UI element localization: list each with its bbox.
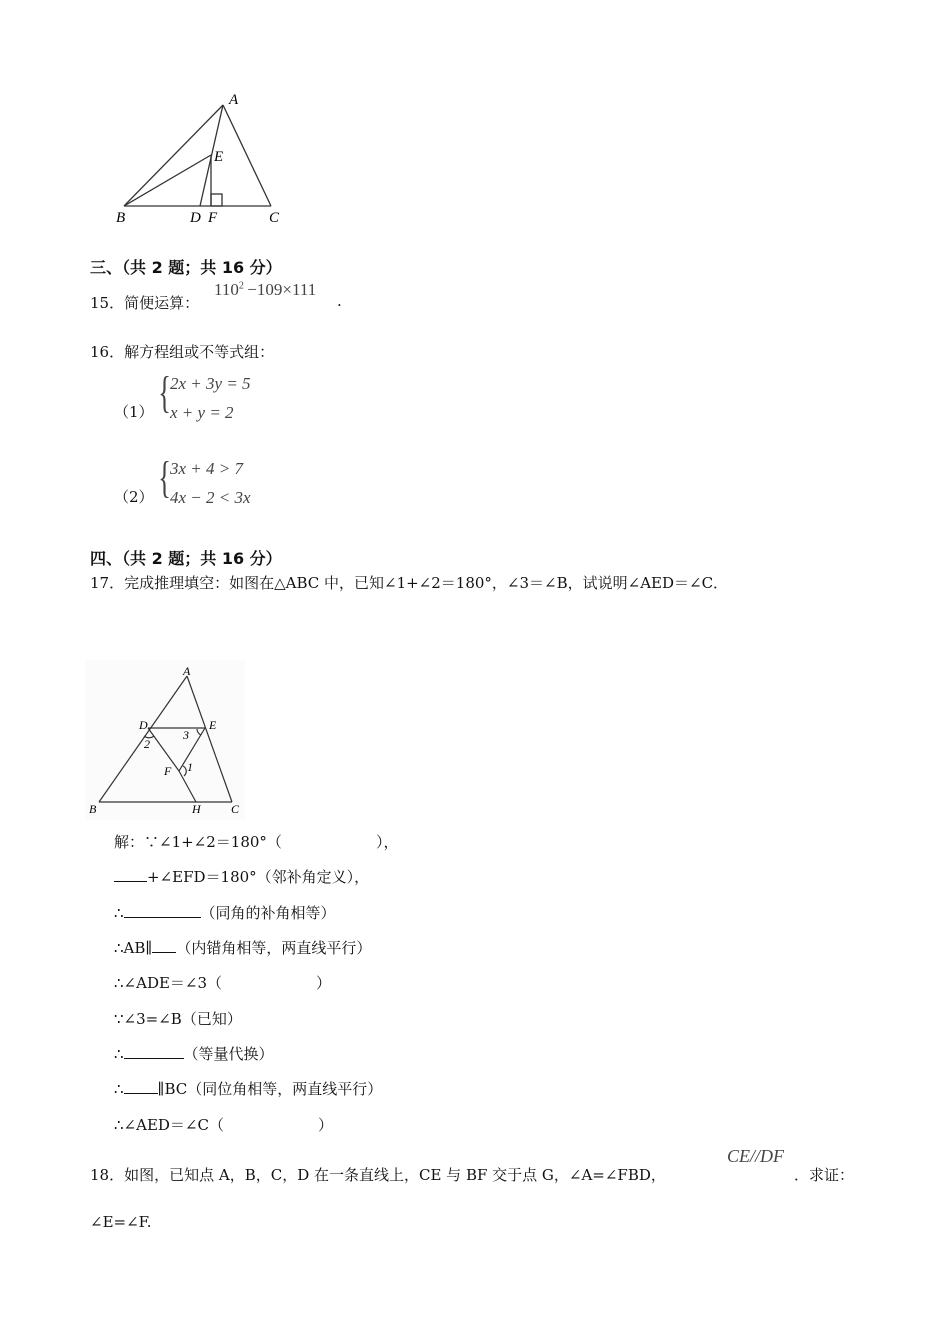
fig2-label-F: F (164, 764, 172, 778)
step-text: ∴ (114, 1045, 124, 1063)
q15-exponent: 2 (238, 280, 244, 292)
q15-base: 110 (214, 280, 239, 299)
step-text: +∠EFD＝180°（邻补角定义）， (147, 868, 370, 886)
answer-blank[interactable] (124, 1079, 158, 1094)
step-text: ∴∠ADE＝∠3（ (114, 974, 223, 992)
section-4-heading: 四、（共 2 题；共 16 分） (90, 549, 282, 568)
q17-step-2 (114, 866, 369, 887)
step-text: （同角的补角相等） (200, 904, 336, 922)
answer-blank[interactable] (124, 1044, 184, 1059)
q18-math: CE//DF (727, 1146, 784, 1166)
step-text: ） (317, 1116, 333, 1134)
step-text: ） (316, 974, 332, 992)
answer-blank[interactable] (124, 903, 201, 918)
q16-part2-label: （2） (114, 488, 154, 506)
q16-part1-label: （1） (114, 403, 154, 421)
q16-part1-eq2: x + y = 2 (170, 403, 234, 422)
step-text: ∴ (114, 1080, 124, 1098)
q17-step-5 (114, 972, 331, 993)
q16-part1-eq1: 2x + 3y = 5 (170, 374, 251, 393)
triangle-figure-1 (110, 88, 300, 228)
q17-step-7 (114, 1043, 274, 1064)
q18-line2: ∠E=∠F. (90, 1213, 152, 1231)
fig2-label-C: C (231, 802, 240, 816)
triangle-figure-2 (85, 660, 245, 820)
fig2-label-E: E (209, 718, 217, 732)
q15-expression (214, 280, 316, 300)
label-C: C (269, 210, 280, 226)
label-E: E (214, 149, 224, 165)
q17-step-8 (114, 1078, 382, 1099)
fig2-label-D: D (139, 718, 148, 732)
step-text: ∴∠AED＝∠C（ (114, 1116, 224, 1134)
q16-part2-ineq1: 3x + 4 > 7 (170, 459, 243, 478)
q15-suffix: . (337, 292, 342, 310)
q16-part2-ineq2: 4x − 2 < 3x (170, 488, 251, 507)
answer-blank[interactable] (114, 867, 147, 882)
step-text: 解：∵∠1+∠2＝180°（ (114, 833, 282, 851)
step-text: （等量代换） (183, 1045, 274, 1063)
q17-text: 17．完成推理填空：如图在△ABC 中，已知∠1+∠2＝180°，∠3＝∠B，试说明∠AED＝∠C． (90, 574, 729, 592)
label-B: B (116, 210, 126, 226)
q18-text: 18．如图，已知点 A，B，C，D 在一条直线上，CE 与 BF 交于点 G，∠A=∠FBD， (90, 1166, 666, 1184)
fig2-label-B: B (89, 802, 97, 816)
fig2-label-3: 3 (183, 728, 189, 742)
section-3-heading: 三、（共 2 题；共 16 分） (90, 258, 282, 277)
q17-step-6 (114, 1008, 242, 1029)
q17-step-1 (114, 831, 398, 852)
q16-part2-brace: { (158, 453, 171, 502)
q17-step-9 (114, 1114, 333, 1135)
step-text: ）， (375, 833, 399, 851)
q15-rest: −109×111 (247, 280, 317, 299)
step-text: （内错角相等，两直线平行） (176, 939, 372, 957)
q17-step-4 (114, 937, 371, 958)
step-text: ∴ (114, 904, 124, 922)
fig2-label-2: 2 (144, 737, 150, 751)
q17-step-3 (114, 902, 336, 923)
label-D: D (190, 210, 201, 226)
answer-blank[interactable] (152, 938, 176, 953)
label-A: A (229, 92, 239, 108)
q18-suffix: ．求证： (794, 1166, 855, 1184)
label-F: F (208, 210, 218, 226)
fig2-label-A: A (183, 664, 191, 678)
q15-prefix: 15．简便运算： (90, 294, 200, 312)
q16-prefix: 16．解方程组或不等式组： (90, 343, 275, 361)
fig2-label-H: H (192, 802, 201, 816)
fig2-label-1: 1 (187, 760, 193, 774)
step-text: ∵∠3=∠B（已知） (114, 1010, 242, 1028)
step-text: ∥BC（同位角相等，两直线平行） (157, 1080, 383, 1098)
q16-part1-brace: { (158, 368, 171, 417)
step-text: ∴AB∥ (114, 939, 153, 957)
